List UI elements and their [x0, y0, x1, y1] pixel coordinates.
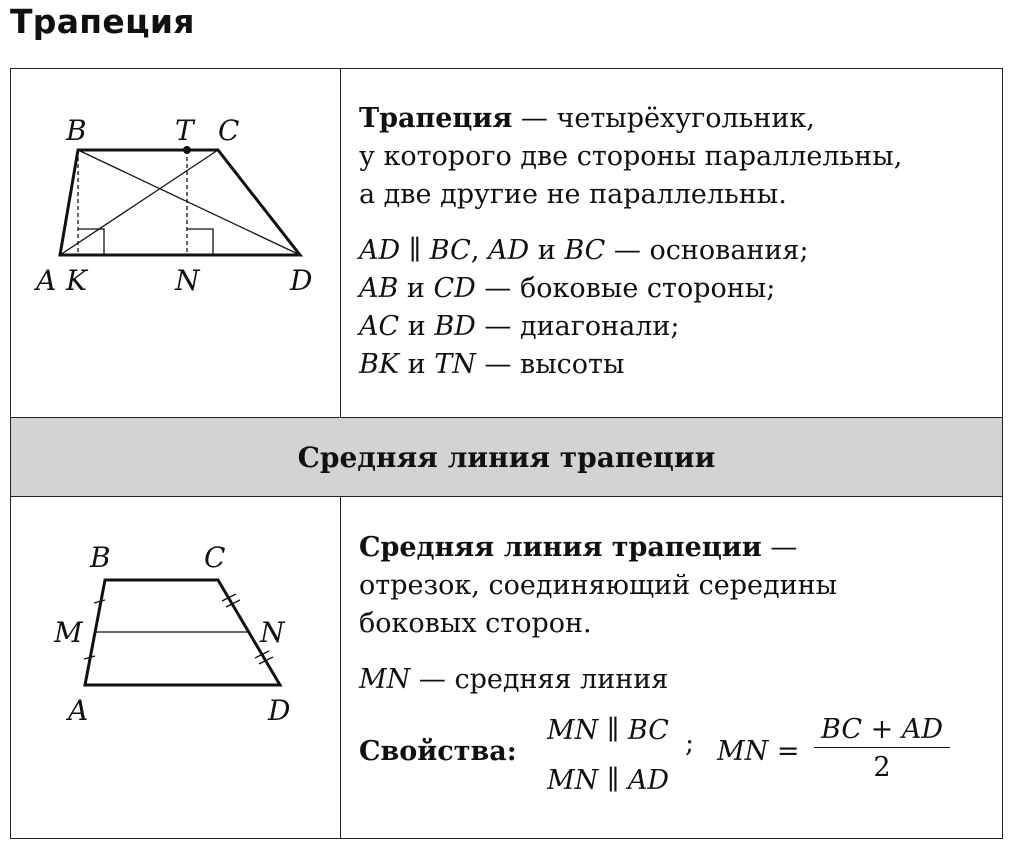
label-c: C: [204, 541, 226, 574]
conj: и: [399, 349, 435, 380]
midline-notation-text: — средняя линия: [410, 664, 669, 695]
midline-line-1: [359, 529, 989, 567]
right-angle-n: [187, 229, 213, 255]
label-n: N: [175, 264, 200, 297]
trapezoid-table: [10, 68, 1003, 839]
diagonal-bd: [78, 150, 300, 255]
label-c: C: [218, 114, 240, 147]
point-t: [183, 146, 191, 154]
midline-term: Средняя линия трапеции: [359, 532, 762, 563]
label-d: D: [290, 264, 313, 297]
trapezoid-outline: [60, 150, 300, 255]
label-a: A: [68, 694, 89, 727]
definition-block: [359, 100, 989, 384]
var-ac: AC: [359, 311, 400, 342]
var-ab: AB: [359, 273, 399, 304]
var-mn: MN: [717, 736, 769, 767]
fact-legs: [359, 270, 989, 308]
var-tn: TN: [434, 349, 476, 380]
dash: —: [761, 532, 798, 563]
label-k: K: [66, 264, 87, 297]
fraction-bar: [814, 747, 950, 748]
label-m: M: [54, 616, 83, 649]
definition-line-2: у которого две стороны параллельны,: [359, 141, 903, 172]
definition-line-1: [359, 100, 989, 138]
midline-fraction: [814, 714, 950, 783]
var-cd: CD: [433, 273, 476, 304]
label-d: D: [268, 694, 291, 727]
fraction-numerator: BC + AD: [821, 714, 943, 745]
column-divider-top: [340, 68, 341, 418]
label-a: A: [36, 264, 57, 297]
comma: ,: [470, 235, 488, 266]
definition-line-3: а две другие не параллельны.: [359, 179, 787, 210]
var-bd: BD: [434, 311, 476, 342]
fact-heights: [359, 346, 989, 384]
conj: и: [529, 235, 565, 266]
properties-label: Свойства:: [359, 736, 517, 767]
var-bc: BC: [429, 235, 471, 266]
midline-definition: [359, 529, 989, 699]
midline-line-3: боковых сторон.: [359, 608, 592, 639]
midline-figure: [10, 496, 340, 839]
label-t: T: [175, 114, 194, 147]
fact-text: — боковые стороны;: [475, 273, 776, 304]
parallel-properties: [547, 706, 669, 806]
section-header-text: Средняя линия трапеции: [297, 440, 716, 474]
var-bk: BK: [359, 349, 400, 380]
midline-notation: [359, 661, 989, 699]
label-b: B: [66, 114, 87, 147]
column-divider-bottom: [340, 496, 341, 839]
definition-text: — четырёхугольник,: [512, 103, 815, 134]
var-ad: AD: [487, 235, 530, 266]
label-n: N: [260, 616, 285, 649]
definition-term: Трапеция: [359, 103, 513, 134]
diagonal-ac: [60, 150, 218, 255]
trapezoid-figure: [10, 68, 340, 418]
property-mn-ad: MN ∥ AD: [547, 765, 670, 796]
fact-bases: [359, 232, 989, 270]
var-mn: MN: [359, 664, 411, 695]
conj: и: [398, 273, 434, 304]
property-mn-bc: MN ∥ BC: [547, 715, 669, 746]
parallel-sign: ∥: [400, 235, 430, 266]
right-angle-k: [78, 229, 104, 255]
semicolon: ;: [685, 728, 695, 759]
label-b: B: [90, 541, 111, 574]
var-bc: BC: [564, 235, 606, 266]
fact-text: — диагонали;: [475, 311, 680, 342]
fact-diagonals: [359, 308, 989, 346]
conj: и: [399, 311, 435, 342]
midline-line-2: отрезок, соединяющий середины: [359, 570, 838, 601]
page-title: Трапеция: [10, 2, 195, 41]
equals-sign: =: [768, 736, 800, 767]
fact-text: — основания;: [605, 235, 809, 266]
section-header: [11, 418, 1002, 496]
var-ad: AD: [359, 235, 401, 266]
fact-text: — высоты: [475, 349, 625, 380]
fraction-denominator: 2: [873, 752, 891, 783]
midline-formula-lhs: [717, 736, 800, 767]
